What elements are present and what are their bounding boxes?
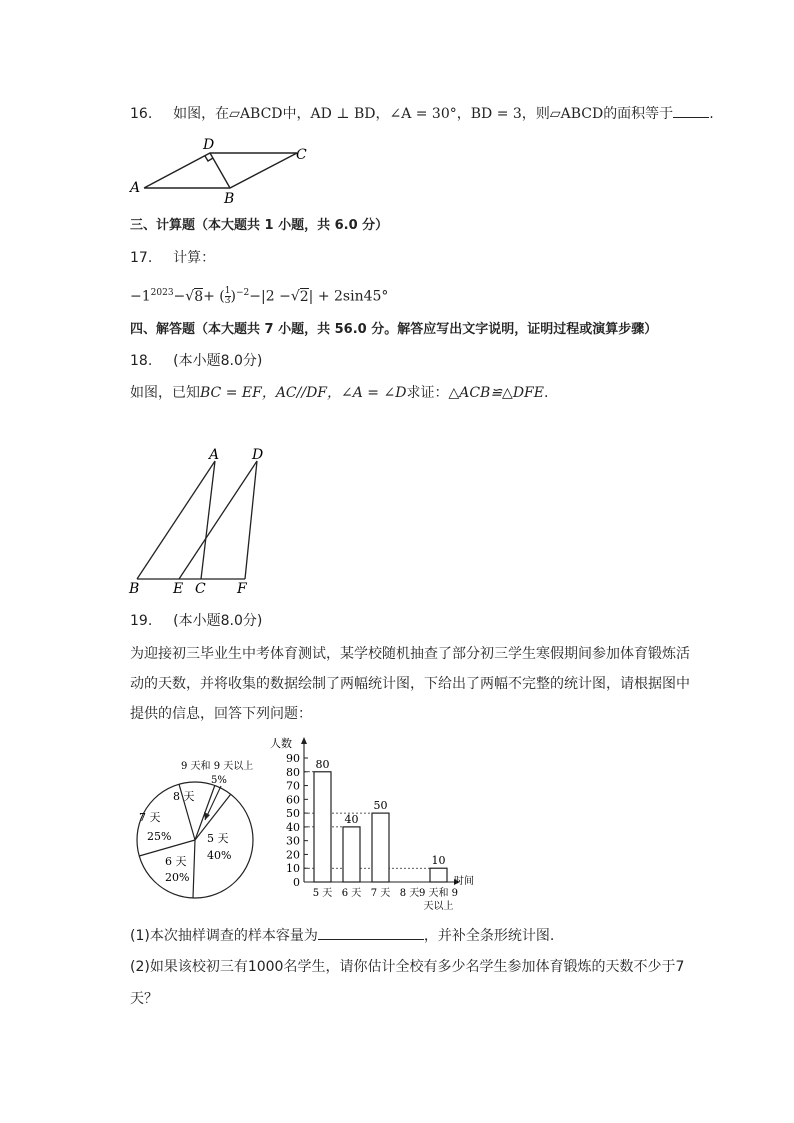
q16-text-c: 则 — [535, 106, 550, 122]
sqrt-radicand: 8 — [194, 288, 204, 305]
label-A: A — [130, 180, 141, 196]
bar — [430, 868, 447, 882]
pie-pct-5day: 40% — [207, 849, 232, 862]
expr-term: | + 2sin45° — [308, 288, 389, 305]
sqrt-symbol: √ — [290, 288, 300, 305]
label-B: B — [129, 581, 140, 597]
expr-term: − — [173, 288, 186, 305]
q17-number: 17. — [130, 250, 153, 266]
section3-title: 三、计算题（本大题共 1 小题，共 6.0 分） — [130, 218, 389, 233]
q18-header — [130, 351, 262, 371]
y-tick-label: 40 — [286, 820, 300, 834]
fraction-numerator: 1 — [224, 286, 231, 297]
q16-answer-blank[interactable] — [673, 103, 709, 118]
q19-sub1 — [130, 925, 554, 946]
q16-text-d: 的面积等于 — [603, 106, 674, 122]
q19-score: (本小题8.0分) — [173, 613, 263, 629]
q16-cond: AD ⊥ BD，∠A = 30°，BD = 3， — [310, 106, 536, 122]
bar-chart — [262, 732, 487, 914]
y-tick-label: 0 — [293, 876, 300, 889]
q19-sub1-text-a: (1)本次抽样调查的样本容量为 — [130, 928, 318, 944]
sqrt-symbol: √ — [185, 288, 195, 305]
q18-text — [130, 383, 548, 403]
q18-condition: BC = EF，AC//DF，∠A = ∠D — [200, 385, 407, 401]
expr-term: −1 — [130, 288, 151, 305]
x-tick-label: 6 天 — [341, 888, 362, 899]
q16-para1: ▱ABCD — [229, 106, 283, 122]
bar — [314, 772, 331, 882]
sample-size-blank[interactable] — [318, 925, 424, 940]
q19-sub2-line2: 天？ — [130, 991, 158, 1007]
expr-exponent: −2 — [235, 288, 250, 298]
q19-sub2-line1: (2)如果该校初三有1000名学生，请你估计全校有多少名学生参加体育锻炼的天数不少于7 — [130, 959, 685, 975]
pie-callout-line1: 9 天和 9 天以上 — [181, 761, 254, 772]
bar — [343, 827, 360, 882]
label-B: B — [224, 191, 235, 207]
bar — [372, 813, 389, 882]
sqrt-radicand: 2 — [299, 288, 309, 305]
x-tick-label: 8 天 — [399, 888, 420, 899]
pie-pct-6day: 20% — [165, 871, 190, 884]
q18-score: (本小题8.0分) — [173, 353, 263, 369]
y-tick-label: 60 — [286, 793, 300, 807]
pie-pct-7day: 25% — [147, 830, 172, 843]
expr-exponent: 2023 — [150, 288, 174, 298]
x-tick-label: 7 天 — [370, 888, 391, 899]
q17-label: 计算： — [173, 250, 216, 266]
x-tick-label: 5 天 — [312, 888, 333, 899]
q18-conclusion: △ACB≌△DFE — [448, 385, 544, 401]
q19-para-line-1: 为迎接初三毕业生中考体育测试，某学校随机抽查了部分初三学生寒假期间参加体育锻炼活 — [130, 646, 690, 662]
q19-number: 19. — [130, 613, 153, 629]
q17-text — [130, 248, 215, 268]
pie-label-7day: 7 天 — [139, 811, 161, 824]
q18-text-a: 如图，已知 — [130, 385, 200, 401]
y-tick-label: 20 — [286, 848, 300, 862]
pie-label-5day: 5 天 — [207, 832, 229, 845]
q18-number: 18. — [130, 353, 153, 369]
q19-para-line-3: 提供的信息，回答下列问题： — [130, 706, 312, 722]
q19-paragraph — [130, 639, 690, 729]
y-tick-label: 10 — [286, 862, 300, 876]
label-D: D — [252, 447, 264, 463]
fraction-denominator: 3 — [224, 296, 231, 307]
y-tick-label: 50 — [286, 807, 300, 821]
y-tick-label: 80 — [286, 765, 300, 779]
q16-text-a: 如图，在 — [173, 106, 230, 122]
q19-sub1-text-b: ，并补全条形统计图. — [423, 928, 555, 944]
y-tick-label: 90 — [286, 752, 300, 765]
q17-expression — [130, 283, 388, 307]
label-C: C — [296, 147, 307, 163]
q18-text-b: 求证： — [406, 385, 449, 401]
label-C: C — [195, 581, 206, 597]
q18-end: . — [544, 385, 549, 401]
bar-data-label: 80 — [315, 757, 330, 771]
expr-term: ) — [230, 288, 236, 305]
y-axis-arrow — [301, 737, 307, 744]
q19-header — [130, 611, 262, 631]
q16-para2: ▱ABCD — [549, 106, 604, 122]
y-tick-label: 70 — [286, 779, 300, 793]
label-F: F — [237, 581, 247, 597]
q16-number: 16. — [130, 106, 153, 122]
pie-label-8day: 8 天 — [173, 790, 195, 803]
bar-data-label: 40 — [344, 812, 359, 826]
section4-title: 四、解答题（本大题共 7 小题，共 56.0 分。解答应写出文字说明，证明过程或演算步骤） — [130, 322, 658, 337]
q16-text-b: 中， — [282, 106, 311, 122]
x-tick-label-line2: 天以上 — [423, 901, 454, 912]
label-D: D — [203, 137, 215, 153]
y-axis-label: 人数 — [270, 737, 292, 750]
q19-para-line-2: 动的天数，并将收集的数据绘制了两幅统计图，下给出了两幅不完整的统计图，请根据图中 — [130, 676, 690, 692]
pie-callout-line2: 5% — [211, 775, 227, 786]
pie-label-6day: 6 天 — [165, 855, 187, 868]
q16-end: . — [709, 106, 714, 122]
triangle-figure — [125, 445, 275, 600]
pie-chart — [125, 752, 275, 904]
label-A: A — [209, 447, 220, 463]
label-E: E — [173, 581, 184, 597]
x-axis-label: 时间 — [454, 876, 474, 887]
parallelogram-figure — [125, 135, 325, 207]
x-tick-label: 9 天和 9 — [418, 888, 459, 899]
q16-text — [130, 103, 714, 124]
expr-term: −|2 − — [249, 288, 291, 305]
expr-term: + ( — [203, 288, 225, 305]
bar-data-label: 50 — [373, 799, 388, 813]
bar-data-label: 10 — [431, 854, 446, 868]
y-tick-label: 30 — [286, 834, 300, 848]
